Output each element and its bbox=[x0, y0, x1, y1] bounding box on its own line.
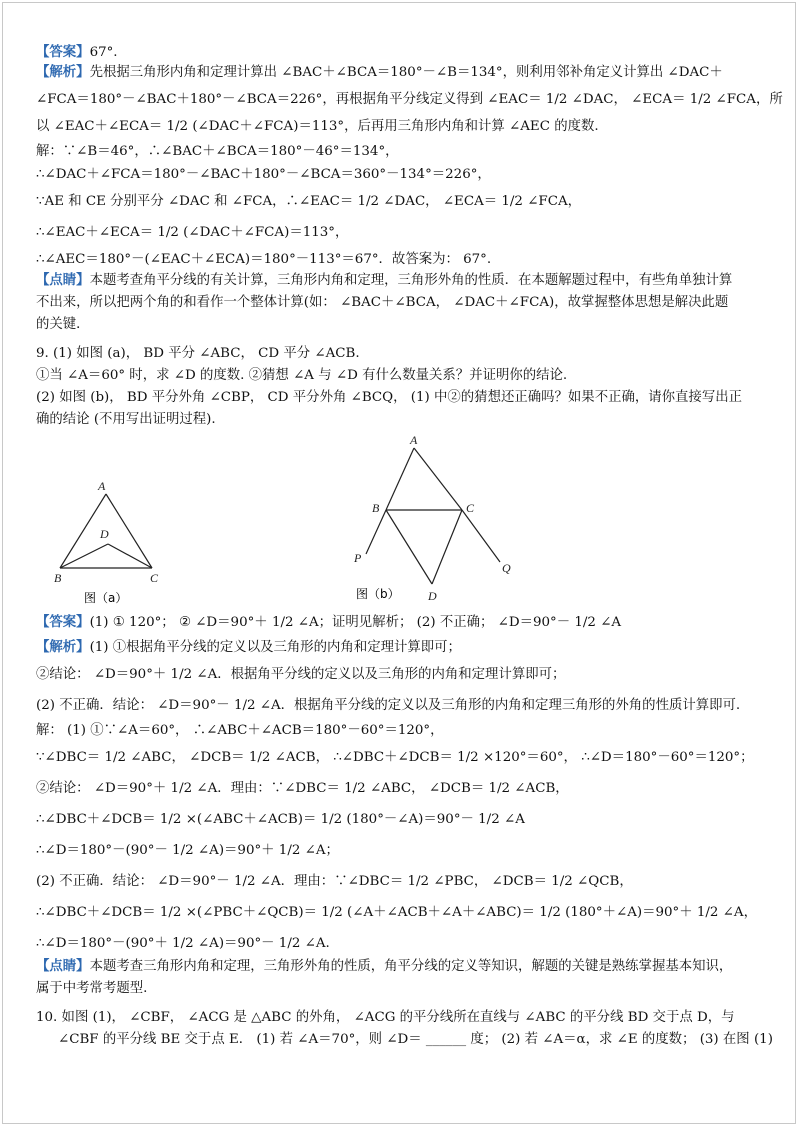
figure-a bbox=[50, 468, 180, 604]
q8-solution-line: ∵AE 和 CE 分别平分 ∠DAC 和 ∠FCA，∴∠EAC＝ 1/2 ∠DAC， ∠ECA＝ 1/2 ∠FCA， bbox=[36, 194, 582, 209]
q9-stem-line: ①当 ∠A＝60° 时，求 ∠D 的度数. ②猜想 ∠A 与 ∠D 有什么数量关系？并证明你的结论. bbox=[36, 368, 568, 383]
fig-b-label-q: Q bbox=[502, 561, 511, 575]
answer-tag: 【答案】 bbox=[36, 44, 90, 60]
comment-tag: 【点睛】 bbox=[36, 272, 90, 288]
q9-answer-line bbox=[36, 614, 766, 631]
q8-comment-text: 本题考查角平分线的有关计算，三角形内角和定理，三角形外角的性质．在本题解题过程中，有些角单独计算 bbox=[89, 273, 733, 288]
fig-b-edge-ab bbox=[386, 448, 414, 510]
q9-analysis-text: (2) 不正确．结论： ∠D＝90°－ 1/2 ∠A．根据角平分线的定义以及三角形的内角和定理三角形的外角的性质计算即可. bbox=[36, 698, 741, 713]
analysis-tag: 【解析】 bbox=[36, 639, 90, 655]
q8-solution-line: ∴∠DAC＋∠FCA＝180°－∠BAC＋180°－∠BCA＝360°－134°＝226°， bbox=[36, 167, 491, 182]
q9-stem-line: (2) 如图 (b)， BD 平分外角 ∠CBP， CD 平分外角 ∠BCQ， (1) 中②的猜想还正确吗？如果不正确，请你直接写出正 bbox=[36, 390, 742, 405]
q9-solution-line: ∴∠DBC＋∠DCB＝ 1/2 ×(∠PBC＋∠QCB)＝ 1/2 (∠A＋∠ACB＋∠A＋∠ABC)＝ 1/2 (180°＋∠A)＝90°＋ 1/2 ∠A， bbox=[36, 905, 757, 920]
fig-b-edge-cd bbox=[432, 510, 462, 584]
q9-comment-line bbox=[36, 958, 766, 975]
q8-solution-line: ∴∠EAC＋∠ECA＝ 1/2 (∠DAC＋∠FCA)＝113°， bbox=[36, 225, 349, 240]
fig-b-edge-bp bbox=[366, 510, 386, 554]
q8-analysis-text: 以 ∠EAC＋∠ECA＝ 1/2 (∠DAC＋∠FCA)＝113°，后再用三角形内角和计算 ∠AEC 的度数. bbox=[36, 119, 599, 134]
q9-stem-line: 9. (1) 如图 (a)， BD 平分 ∠ABC， CD 平分 ∠ACB. bbox=[36, 346, 360, 361]
q9-solution-line: ∴∠DBC＋∠DCB＝ 1/2 ×(∠ABC＋∠ACB)＝ 1/2 (180°－∠A)＝90°－ 1/2 ∠A bbox=[36, 812, 525, 827]
q8-comment-text: 不出来，所以把两个角的和看作一个整体计算(如： ∠BAC＋∠BCA， ∠DAC＋∠FCA)，故掌握整体思想是解决此题 bbox=[36, 295, 729, 310]
q9-stem-line: 确的结论 (不用写出证明过程). bbox=[36, 412, 216, 427]
q9-solution-line: 解： (1) ①∵∠A＝60°， ∴∠ABC＋∠ACB＝180°－60°＝120°， bbox=[36, 723, 444, 738]
comment-tag: 【点睛】 bbox=[36, 958, 90, 974]
fig-a-label-c: C bbox=[150, 571, 159, 585]
q10-stem-line: ∠CBF 的平分线 BE 交于点 E． (1) 若 ∠A＝70°，则 ∠D＝ ______ 度； (2) 若 ∠A＝α，求 ∠E 的度数； (3) 在图 (1) bbox=[58, 1032, 773, 1047]
q8-answer: 67°. bbox=[89, 45, 118, 60]
q10-stem-line: 10. 如图 (1)， ∠CBF， ∠ACG 是 △ABC 的外角， ∠ACG 的平分线所在直线与 ∠ABC 的平分线 BD 交于点 D，与 bbox=[36, 1010, 735, 1025]
q9-solution-line: ∵∠DBC＝ 1/2 ∠ABC， ∠DCB＝ 1/2 ∠ACB， ∴∠DBC＋∠DCB＝ 1/2 ×120°＝60°， ∴∠D＝180°－60°＝120°； bbox=[36, 750, 754, 765]
fig-b-edge-bd bbox=[386, 510, 432, 584]
q9-solution-line: ∴∠D＝180°－(90°＋ 1/2 ∠A)＝90°－ 1/2 ∠A. bbox=[36, 936, 330, 951]
answer-tag: 【答案】 bbox=[36, 614, 90, 630]
q9-solution-line: ②结论： ∠D＝90°＋ 1/2 ∠A．理由：∵∠DBC＝ 1/2 ∠ABC， ∠DCB＝ 1/2 ∠ACB， bbox=[36, 781, 569, 796]
analysis-tag: 【解析】 bbox=[36, 64, 90, 80]
fig-b-label-a: A bbox=[410, 433, 418, 447]
fig-a-edge-cd bbox=[108, 544, 152, 568]
q8-analysis-line bbox=[36, 64, 766, 81]
q9-comment-text: 本题考查三角形内角和定理，三角形外角的性质，角平分线的定义等知识，解题的关键是熟练掌握基本知识， bbox=[89, 959, 733, 974]
fig-b-label-c: C bbox=[466, 501, 475, 515]
fig-a-label-d: D bbox=[100, 527, 109, 541]
figure-b bbox=[336, 432, 526, 610]
q9-analysis-text: (1) ①根据角平分线的定义以及三角形的内角和定理计算即可； bbox=[89, 640, 461, 655]
fig-b-edge-cq bbox=[462, 510, 500, 562]
q8-comment-line bbox=[36, 272, 766, 289]
document-body bbox=[36, 38, 783, 1048]
q8-answer-line bbox=[36, 44, 766, 61]
q8-analysis-text: 先根据三角形内角和定理计算出 ∠BAC＋∠BCA＝180°－∠B＝134°，则利用邻补角定义计算出 ∠DAC＋ bbox=[89, 65, 723, 80]
q8-analysis-text: ∠FCA＝180°－∠BAC＋180°－∠BCA＝226°，再根据角平分线定义得到 ∠EAC＝ 1/2 ∠DAC， ∠ECA＝ 1/2 ∠FCA，所 bbox=[36, 92, 783, 107]
q9-answer: (1) ① 120°； ② ∠D＝90°＋ 1/2 ∠A；证明见解析； (2) 不正确； ∠D＝90°－ 1/2 ∠A bbox=[89, 615, 622, 630]
fig-a-label-b: B bbox=[54, 571, 62, 585]
q9-analysis-line bbox=[36, 639, 766, 656]
q9-solution-line: (2) 不正确．结论： ∠D＝90°－ 1/2 ∠A．理由：∵∠DBC＝ 1/2 ∠PBC， ∠DCB＝ 1/2 ∠QCB， bbox=[36, 874, 633, 889]
q9-comment-text: 属于中考常考题型. bbox=[36, 981, 148, 996]
fig-a-caption: 图（a） bbox=[84, 591, 128, 604]
fig-b-caption: 图（b） bbox=[356, 587, 400, 601]
fig-b-label-b: B bbox=[372, 501, 380, 515]
fig-a-label-a: A bbox=[98, 479, 106, 493]
fig-a-edge-ac bbox=[106, 494, 152, 568]
figures-row bbox=[36, 432, 766, 604]
q9-analysis-text: ②结论： ∠D＝90°＋ 1/2 ∠A．根据角平分线的定义以及三角形的内角和定理计算即可； bbox=[36, 667, 566, 682]
q8-comment-text: 的关键． bbox=[36, 317, 90, 332]
q8-solution-line: ∴∠AEC＝180°－(∠EAC＋∠ECA)＝180°－113°＝67°．故答案为： 67°. bbox=[36, 252, 492, 267]
q8-solution-line: 解：∵∠B＝46°，∴∠BAC＋∠BCA＝180°－46°＝134°， bbox=[36, 144, 399, 159]
fig-b-label-p: P bbox=[354, 551, 362, 565]
q9-solution-line: ∴∠D＝180°－(90°－ 1/2 ∠A)＝90°＋ 1/2 ∠A； bbox=[36, 843, 339, 858]
fig-b-edge-ac bbox=[414, 448, 462, 510]
fig-b-label-d: D bbox=[428, 589, 437, 603]
